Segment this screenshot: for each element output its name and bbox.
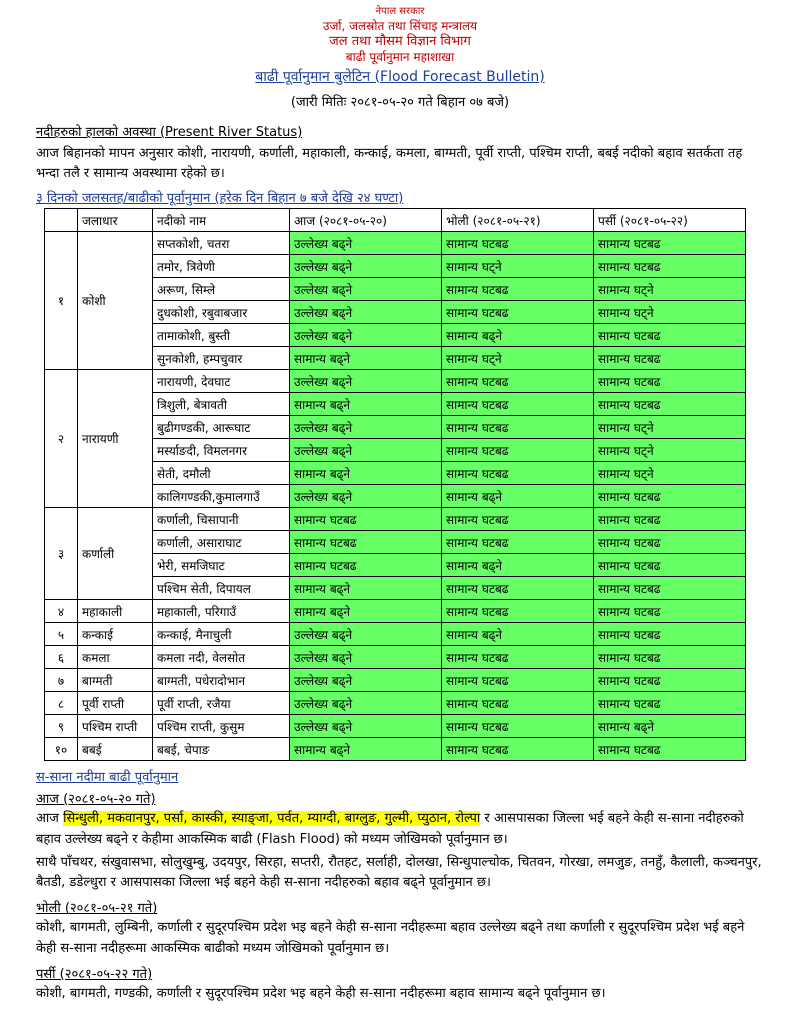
forecast-day2-cell: सामान्य घटबढ <box>442 669 594 692</box>
river-station: कमला नदी, वेलसोत <box>153 646 290 669</box>
forecast-day2-cell: सामान्य घटबढ <box>442 462 594 485</box>
forecast-day2-cell: सामान्य घटबढ <box>442 600 594 623</box>
table-row <box>45 738 746 761</box>
today-pre: आज <box>36 811 59 827</box>
river-station: सुनकोशी, हम्पचुवार <box>153 347 290 370</box>
river-station: कालिगण्डकी,कुमालगाउँ <box>153 485 290 508</box>
gov-name: नेपाल सरकार <box>375 6 425 17</box>
basin-name: कमला <box>78 646 153 669</box>
basin-name: नारायणी <box>78 370 153 508</box>
col-basin: जलाधार <box>78 209 153 232</box>
forecast-day3-cell: सामान्य घटबढ <box>594 600 746 623</box>
forecast-day3-cell: सामान्य घटबढ <box>594 370 746 393</box>
river-station: दुधकोशी, रबुवाबजार <box>153 301 290 324</box>
serial-number: १ <box>45 232 78 370</box>
basin-name: कन्काई <box>78 623 153 646</box>
issue-date: (जारी मितिः २०८१-०५-२० गते बिहान ०७ बजे) <box>290 94 510 110</box>
forecast-day1-cell: उल्लेख्य बढ्ने <box>290 324 442 347</box>
bulletin-title: बाढी पूर्वानुमान बुलेटिन (Flood Forecast Bulletin) <box>255 68 545 85</box>
river-station: पश्चिम सेती, दिपायल <box>153 577 290 600</box>
forecast-day1-cell: सामान्य बढ्ने <box>290 738 442 761</box>
col-sn <box>45 209 78 232</box>
forecast-day3-cell: सामान्य घटबढ <box>594 554 746 577</box>
forecast-table-body <box>45 232 746 761</box>
present-status-text: आज बिहानको मापन अनुसार कोशी, नारायणी, कर्णाली, महाकाली, कन्काई, कमला, बाग्मती, पूर्वी राप्ती, पश्चिम राप्ती, बबई नदीको बहाव सतर्कता तह भन्दा तलै र सामान्य अवस्थामा रहेको छ। <box>36 145 743 181</box>
forecast-day2-cell: सामान्य घटबढ <box>442 715 594 738</box>
tomorrow-label: भोली (२०८१-०५-२१ गते) <box>36 901 158 917</box>
table-row <box>45 600 746 623</box>
forecast-day2-cell: सामान्य घटबढ <box>442 508 594 531</box>
forecast-day2-cell: सामान्य घटबढ <box>442 232 594 255</box>
table-row <box>45 623 746 646</box>
basin-name: बाग्मती <box>78 669 153 692</box>
table-row <box>45 669 746 692</box>
forecast-day2-cell: सामान्य घट्ने <box>442 255 594 278</box>
forecast-day3-cell: सामान्य घट्ने <box>594 301 746 324</box>
river-station: सप्तकोशी, चतरा <box>153 232 290 255</box>
letterhead <box>0 6 800 65</box>
serial-number: ६ <box>45 646 78 669</box>
table-row <box>45 232 746 255</box>
river-station: बबई, चेपाङ <box>153 738 290 761</box>
today-forecast <box>36 809 764 851</box>
forecast-day1-cell: सामान्य बढ्ने <box>290 577 442 600</box>
river-station: तामाकोशी, बुस्ती <box>153 324 290 347</box>
serial-number: ४ <box>45 600 78 623</box>
river-station: त्रिशुली, बेत्रावती <box>153 393 290 416</box>
river-station: पूर्वी राप्ती, रजैया <box>153 692 290 715</box>
river-station: पश्चिम राप्ती, कुसुम <box>153 715 290 738</box>
forecast-day2-cell: सामान्य बढ्ने <box>442 623 594 646</box>
dayafter-label: पर्सी (२०८१-०५-२२ गते) <box>36 966 153 982</box>
forecast-day2-cell: सामान्य घटबढ <box>442 393 594 416</box>
table-row <box>45 370 746 393</box>
forecast-day1-cell: सामान्य बढ्ने <box>290 600 442 623</box>
forecast-day1-cell: सामान्य बढ्ने <box>290 347 442 370</box>
forecast-day2-cell: सामान्य घटबढ <box>442 577 594 600</box>
forecast-day3-cell: सामान्य घटबढ <box>594 508 746 531</box>
forecast-day2-cell: सामान्य घटबढ <box>442 738 594 761</box>
basin-name: महाकाली <box>78 600 153 623</box>
small-rivers-heading: स-साना नदीमा बाढी पूर्वानुमान <box>36 770 179 786</box>
forecast-day1-cell: उल्लेख्य बढ्ने <box>290 255 442 278</box>
forecast-day1-cell: उल्लेख्य बढ्ने <box>290 439 442 462</box>
today-post: र आसपासका जिल्ला भई बहने केही स-साना नदीहरुको बहाव उल्लेख्य बढ्ने र केहीमा आकस्मिक बाढी (Flash Flood) को मध्यम जोखिमको पूर्वानुमान छ। <box>36 811 744 847</box>
river-station: कर्णाली, चिसापानी <box>153 508 290 531</box>
forecast-day1-cell: उल्लेख्य बढ्ने <box>290 416 442 439</box>
serial-number: ८ <box>45 692 78 715</box>
river-station: बुढीगण्डकी, आरूघाट <box>153 416 290 439</box>
forecast-day3-cell: सामान्य घटबढ <box>594 623 746 646</box>
forecast-day3-cell: सामान्य घट्ने <box>594 416 746 439</box>
forecast-day3-cell: सामान्य घटबढ <box>594 577 746 600</box>
forecast-day1-cell: उल्लेख्य बढ्ने <box>290 646 442 669</box>
forecast-day2-cell: सामान्य बढ्ने <box>442 324 594 347</box>
basin-name: बबई <box>78 738 153 761</box>
col-river: नदीको नाम <box>153 209 290 232</box>
basin-name: कोशी <box>78 232 153 370</box>
forecast-day3-cell: सामान्य घटबढ <box>594 347 746 370</box>
forecast-day1-cell: उल्लेख्य बढ्ने <box>290 370 442 393</box>
forecast-day2-cell: सामान्य घटबढ <box>442 646 594 669</box>
forecast-day1-cell: उल्लेख्य बढ्ने <box>290 278 442 301</box>
forecast-day3-cell: सामान्य घटबढ <box>594 255 746 278</box>
forecast-day3-cell: सामान्य घट्ने <box>594 439 746 462</box>
forecast-day1-cell: सामान्य बढ्ने <box>290 462 442 485</box>
forecast-day1-cell: सामान्य घटबढ <box>290 554 442 577</box>
forecast-day1-cell: सामान्य घटबढ <box>290 531 442 554</box>
forecast-day2-cell: सामान्य घटबढ <box>442 416 594 439</box>
forecast-heading: ३ दिनको जलसतह/बाढीको पूर्वानुमान (हरेक दिन बिहान ७ बजे देखि २४ घण्टा) <box>36 191 404 207</box>
serial-number: १० <box>45 738 78 761</box>
river-station: सेती, दमौली <box>153 462 290 485</box>
forecast-day2-cell: सामान्य बढ्ने <box>442 485 594 508</box>
river-station: नारायणी, देवघाट <box>153 370 290 393</box>
forecast-day1-cell: उल्लेख्य बढ्ने <box>290 301 442 324</box>
forecast-day2-cell: सामान्य घटबढ <box>442 370 594 393</box>
forecast-day2-cell: सामान्य घटबढ <box>442 692 594 715</box>
col-day1: आज (२०८१-०५-२०) <box>290 209 442 232</box>
forecast-day3-cell: सामान्य घटबढ <box>594 485 746 508</box>
forecast-day3-cell: सामान्य बढ्ने <box>594 715 746 738</box>
river-station: तमोर, त्रिवेणी <box>153 255 290 278</box>
forecast-day3-cell: सामान्य घट्ने <box>594 278 746 301</box>
forecast-day1-cell: सामान्य बढ्ने <box>290 393 442 416</box>
forecast-table <box>44 208 746 761</box>
river-station: बाग्मती, पधेरादोभान <box>153 669 290 692</box>
forecast-day1-cell: उल्लेख्य बढ्ने <box>290 623 442 646</box>
forecast-day3-cell: सामान्य घटबढ <box>594 738 746 761</box>
serial-number: ५ <box>45 623 78 646</box>
serial-number: ७ <box>45 669 78 692</box>
table-row <box>45 646 746 669</box>
basin-name: पश्चिम राप्ती <box>78 715 153 738</box>
forecast-day1-cell: उल्लेख्य बढ्ने <box>290 232 442 255</box>
serial-number: ३ <box>45 508 78 600</box>
forecast-day3-cell: सामान्य घटबढ <box>594 646 746 669</box>
present-status-heading: नदीहरुको हालको अवस्था (Present River Status) <box>36 124 303 140</box>
basin-name: कर्णाली <box>78 508 153 600</box>
forecast-day1-cell: उल्लेख्य बढ्ने <box>290 692 442 715</box>
forecast-day3-cell: सामान्य घटबढ <box>594 324 746 347</box>
forecast-day1-cell: उल्लेख्य बढ्ने <box>290 669 442 692</box>
forecast-day1-cell: सामान्य घटबढ <box>290 508 442 531</box>
river-station: भेरी, समजिघाट <box>153 554 290 577</box>
dayafter-forecast: कोशी, बागमती, गण्डकी, कर्णाली र सुदूरपश्चिम प्रदेश भइ बहने केही स-साना नदीहरूमा बहाव सामान्य बढ्ने पूर्वानुमान छ। <box>36 985 606 1001</box>
forecast-day2-cell: सामान्य घटबढ <box>442 439 594 462</box>
river-station: महाकाली, परिगाउँ <box>153 600 290 623</box>
river-station: मर्स्याङदी, विमलनगर <box>153 439 290 462</box>
tomorrow-forecast: कोशी, बागमती, लुम्बिनी, कर्णाली र सुदूरपश्चिम प्रदेश भइ बहने केही स-साना नदीहरूमा बहाव उल्लेख्य बढ्ने तथा कर्णाली र सुदूरपश्चिम प्रदेश भई बहने केही स-साना नदीहरूमा आकस्मिक बाढीको मध्यम जोखिमको पूर्वानुमान छ। <box>36 920 745 957</box>
table-row <box>45 715 746 738</box>
division-name: बाढी पूर्वानुमान महाशाखा <box>345 49 455 64</box>
forecast-day1-cell: उल्लेख्य बढ्ने <box>290 715 442 738</box>
river-station: अरूण, सिम्ले <box>153 278 290 301</box>
today-extra: साथै पाँचथर, संखुवासभा, सोलुखुम्बु, उदयपुर, सिरहा, सप्तरी, रौतहट, सर्लाही, दोलखा, सिन्धुपाल्चोक, चितवन, गोरखा, लमजुङ, तनहुँ, कैलाली, कञ्चनपुर, बैतडी, डडेल्धुरा र आसपासका जिल्ला भई बहने केही स-साना नदीहरुको बहाव बढ्ने पूर्वानुमान छ। <box>36 854 762 891</box>
river-station: कर्णाली, असाराघाट <box>153 531 290 554</box>
forecast-day3-cell: सामान्य घटबढ <box>594 669 746 692</box>
forecast-day2-cell: सामान्य घटबढ <box>442 531 594 554</box>
today-label: आज (२०८१-०५-२० गते) <box>36 792 156 808</box>
ministry-name: उर्जा, जलस्रोत तथा सिंचाइ मन्त्रालय <box>322 18 478 33</box>
forecast-day3-cell: सामान्य घट्ने <box>594 462 746 485</box>
forecast-day2-cell: सामान्य बढ्ने <box>442 554 594 577</box>
table-header-row <box>45 209 746 232</box>
basin-name: पूर्वी राप्ती <box>78 692 153 715</box>
highlighted-districts: सिन्धुली, मकवानपुर, पर्सा, कास्की, स्याङ्जा, पर्वत, म्याग्दी, बाग्लुङ, गुल्मी, प्युठान, रोल्पा <box>63 811 481 827</box>
serial-number: ९ <box>45 715 78 738</box>
table-row <box>45 508 746 531</box>
forecast-day3-cell: सामान्य घटबढ <box>594 692 746 715</box>
table-row <box>45 692 746 715</box>
forecast-day3-cell: सामान्य घटबढ <box>594 232 746 255</box>
forecast-day1-cell: उल्लेख्य बढ्ने <box>290 485 442 508</box>
forecast-day2-cell: सामान्य घटबढ <box>442 301 594 324</box>
serial-number: २ <box>45 370 78 508</box>
forecast-day2-cell: सामान्य घटबढ <box>442 278 594 301</box>
forecast-day2-cell: सामान्य घट्ने <box>442 347 594 370</box>
department-name: जल तथा मौसम विज्ञान विभाग <box>329 33 471 49</box>
col-day2: भोली (२०८१-०५-२१) <box>442 209 594 232</box>
river-station: कन्काई, मैनाचुली <box>153 623 290 646</box>
forecast-day3-cell: सामान्य घटबढ <box>594 393 746 416</box>
col-day3: पर्सी (२०८१-०५-२२) <box>594 209 746 232</box>
forecast-day3-cell: सामान्य घटबढ <box>594 531 746 554</box>
